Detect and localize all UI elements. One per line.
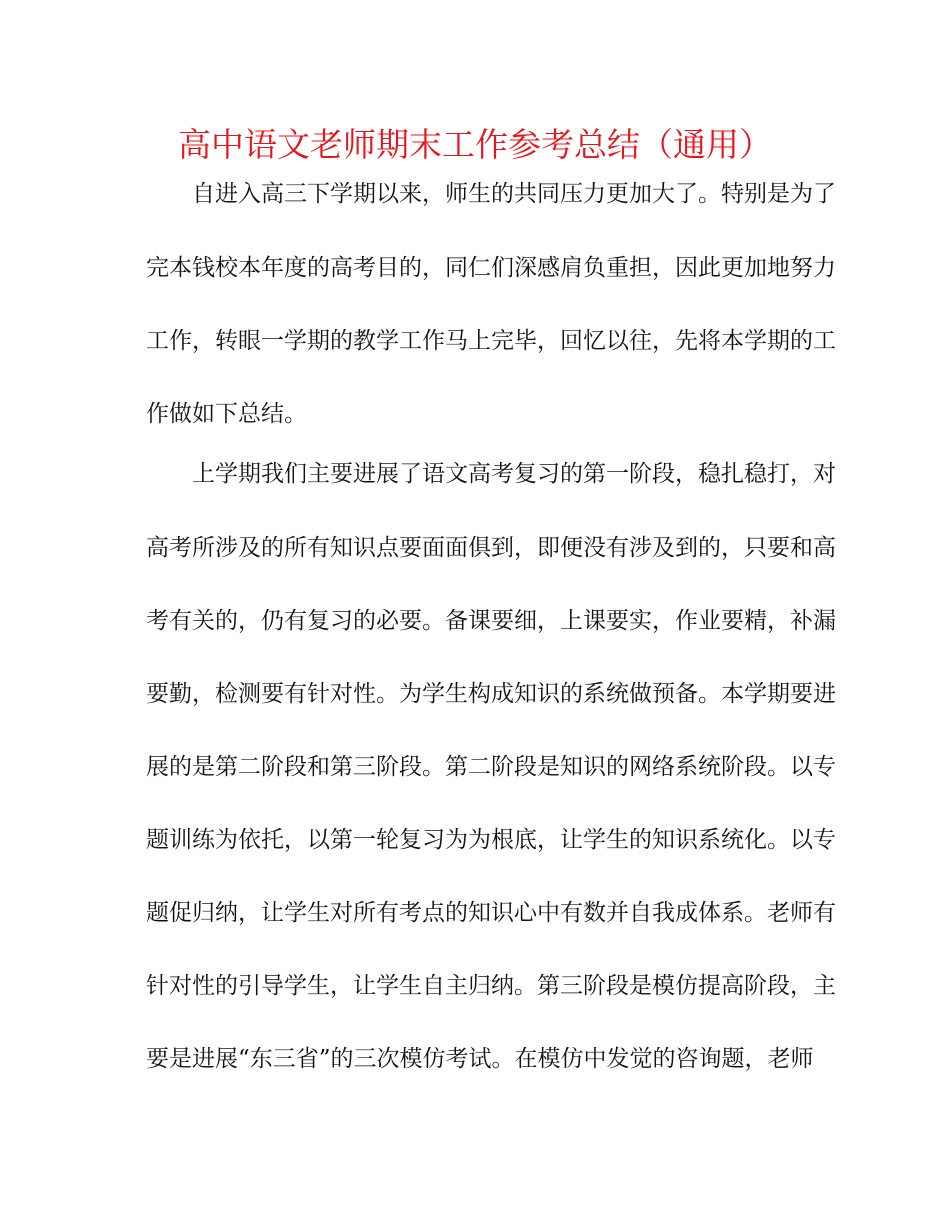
paragraph-2-line-7: 题促归纳，让学生对所有考点的知识心中有数并自我成体系。老师有 (146, 900, 836, 926)
paragraph-2-line-5: 展的是第二阶段和第三阶段。第二阶段是知识的网络系统阶段。以专 (146, 754, 836, 780)
paragraph-1-line-2: 完本钱校本年度的高考目的，同仁们深感肩负重担，因此更加地努力 (146, 255, 836, 281)
paragraph-2-line-9: 要是进展“东三省”的三次模仿考试。在模仿中发觉的咨询题，老师 (146, 1046, 814, 1072)
paragraph-1-line-1: 自进入高三下学期以来，师生的共同压力更加大了。特别是为了 (192, 181, 836, 207)
paragraph-2-line-8: 针对性的引导学生，让学生自主归纳。第三阶段是模仿提高阶段，主 (146, 973, 836, 999)
paragraph-1-line-3: 工作，转眼一学期的教学工作马上完毕，回忆以往，先将本学期的工 (146, 328, 836, 354)
paragraph-2-line-4: 要勤，检测要有针对性。为学生构成知识的系统做预备。本学期要进 (146, 681, 836, 707)
paragraph-2-line-3: 考有关的，仍有复习的必要。备课要细，上课要实，作业要精，补漏 (146, 608, 836, 634)
document-title: 高中语文老师期末工作参考总结（通用） (178, 125, 772, 164)
paragraph-2-line-2: 高考所涉及的所有知识点要面面俱到，即便没有涉及到的，只要和高 (146, 535, 836, 561)
paragraph-1-line-4: 作做如下总结。 (146, 401, 307, 427)
paragraph-2-line-1: 上学期我们主要进展了语文高考复习的第一阶段，稳扎稳打，对 (192, 461, 836, 487)
paragraph-2-line-6: 题训练为依托，以第一轮复习为为根底，让学生的知识系统化。以专 (146, 827, 836, 853)
